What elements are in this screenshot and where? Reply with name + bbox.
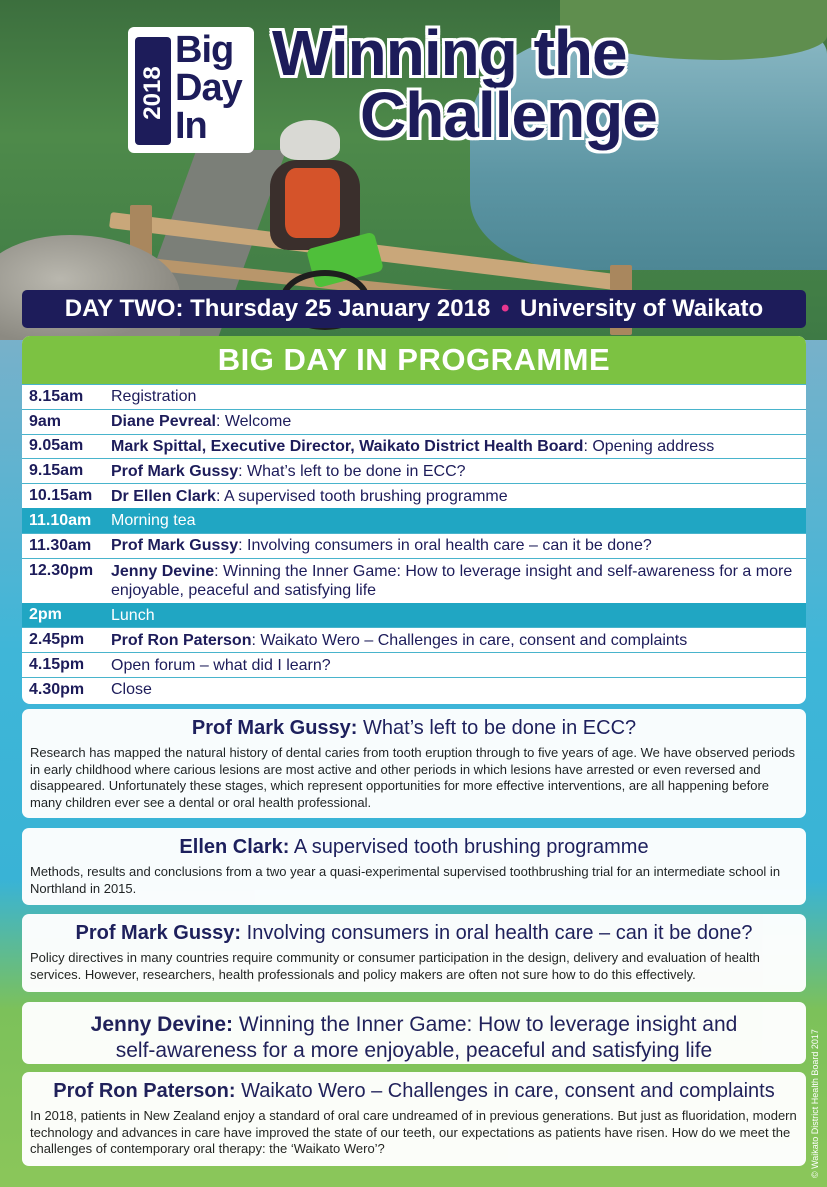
abstract-speaker: Jenny Devine: [90,1013,234,1036]
row-text: : A supervised tooth brushing programme [215,487,508,505]
programme-row [22,409,806,434]
separator-dot: • [500,295,510,322]
cyclist-vest [285,168,340,238]
abstract-card [22,828,806,905]
programme-row [22,652,806,677]
row-text: : Involving consumers in oral health care – can it be done? [238,537,652,555]
row-description [111,487,806,506]
abstract-card [22,1002,806,1064]
row-time: 10.15am [29,487,93,505]
programme-row [22,483,806,508]
row-time: 2pm [29,606,62,624]
abstract-card [22,709,806,818]
abstract-heading [30,1078,798,1104]
page-title [272,17,657,151]
row-time: 9.15am [29,462,84,480]
row-time: 4.15pm [29,656,85,674]
title-line-1: Winning the [272,17,627,89]
logo-word: Big [175,29,234,71]
row-time: 9am [29,412,62,430]
row-description [111,606,806,625]
day-banner [22,290,806,328]
title-line-2: Challenge [360,79,657,151]
abstract-card [22,914,806,992]
copyright-credit [808,1010,823,1180]
programme-row [22,677,806,702]
big-day-in-logo [128,27,254,153]
abstract-title: What’s left to be done in ECC? [357,717,637,739]
row-text: Morning tea [111,512,196,530]
row-description [111,680,806,699]
row-text: : Waikato Wero – Challenges in care, consent and complaints [251,631,688,649]
row-speaker: Prof Mark Gussy [111,462,239,480]
programme-row [22,384,806,409]
abstract-title: Waikato Wero – Challenges in care, consent and complaints [235,1080,775,1102]
logo-year: 2018 [139,66,166,120]
programme-row [22,533,806,558]
row-time: 12.30pm [29,561,94,579]
row-time: 11.30am [29,536,92,554]
abstract-body: Methods, results and conclusions from a two year a quasi-experimental supervised toothbrushing trial for an intermediate school in Northland in 2015. [30,864,781,896]
programme-row [22,434,806,459]
venue: University of Waikato [520,295,764,322]
row-text: : Winning the Inner Game: How to leverage insight and self-awareness for a more enjoyable, peaceful and satisfying life [111,562,793,599]
programme-row [22,627,806,652]
abstract-card [22,1072,806,1166]
row-time: 11.10am [29,511,92,529]
logo-word: Day [175,67,242,109]
abstract-title: A supervised tooth brushing programme [289,836,649,858]
row-speaker: Jenny Devine [111,562,215,580]
programme-row-break [22,508,806,533]
abstract-speaker: Prof Mark Gussy: [191,717,358,739]
abstract-title: Involving consumers in oral health care – can it be done? [241,922,753,944]
abstract-heading [82,1012,746,1064]
row-text: : Opening address [583,437,715,455]
abstract-body: In 2018, patients in New Zealand enjoy a standard of oral care undreamed of in previous generations. But just as fluoridation, modern technology and advances in care have improved the state of our teeth, our expectations as patients have risen. How do we meet the challenges of contemporary oral therapy: the ‘Waikato Wero’? [30,1108,797,1156]
row-time: 4.30pm [29,680,85,698]
row-text: : Welcome [215,413,292,431]
day-date: DAY TWO: Thursday 25 January 2018 [64,295,491,322]
row-text: Open forum – what did I learn? [111,656,331,674]
row-description [111,437,806,456]
programme-row [22,458,806,483]
abstract-speaker: Prof Ron Paterson: [53,1080,236,1102]
programme-heading: BIG DAY IN PROGRAMME [22,336,806,384]
row-description [111,536,806,555]
row-speaker: Mark Spittal, Executive Director, Waikato District Health Board [111,437,584,455]
logo-word: In [175,105,207,147]
abstract-speaker: Prof Mark Gussy: [75,922,242,944]
abstract-heading [30,715,798,741]
row-speaker: Dr Ellen Clark [111,487,216,505]
row-description [111,631,806,650]
row-description [111,387,806,406]
row-text: : What’s left to be done in ECC? [238,462,466,480]
row-text: Lunch [111,606,155,624]
abstract-heading [30,834,798,860]
programme-row [22,558,806,603]
row-speaker: Diane Pevreal [111,413,216,431]
programme-table [22,336,806,704]
row-description [111,462,806,481]
row-time: 2.45pm [29,631,85,649]
row-time: 8.15am [29,387,84,405]
row-time: 9.05am [29,437,84,455]
row-speaker: Prof Mark Gussy [111,537,239,555]
row-speaker: Prof Ron Paterson [111,631,252,649]
logo-words [175,31,242,145]
programme-row-break [22,603,806,628]
abstract-heading [30,920,798,946]
row-description [111,656,806,675]
credit-text: © Waikato District Health Board 2017 [810,1029,820,1178]
row-description [111,511,806,530]
row-text: Close [111,681,152,699]
abstract-speaker: Ellen Clark: [179,836,290,858]
row-text: Registration [111,388,197,406]
abstract-title: Winning the Inner Game: How to leverage insight and self-awareness for a more enjoyable, peaceful and satisfying life [115,1013,738,1062]
row-description [111,562,806,600]
abstract-body: Research has mapped the natural history of dental caries from tooth eruption through to five years of age. We have observed periods in early childhood where carious lesions are most active and other periods in which lesions have arrested or even reversed and disappeared. Unfortunately these stages, which represent opportunities for more effective interventions, are all happening before many children ever see a dental or oral health professional. [30,745,796,810]
abstract-body: Policy directives in many countries require community or consumer participation in the design, delivery and evaluation of health services. However, researchers, health professionals and policy makers are often not sure how to do this effectively. [30,950,760,982]
logo-year-box [135,37,171,145]
row-description [111,412,806,431]
